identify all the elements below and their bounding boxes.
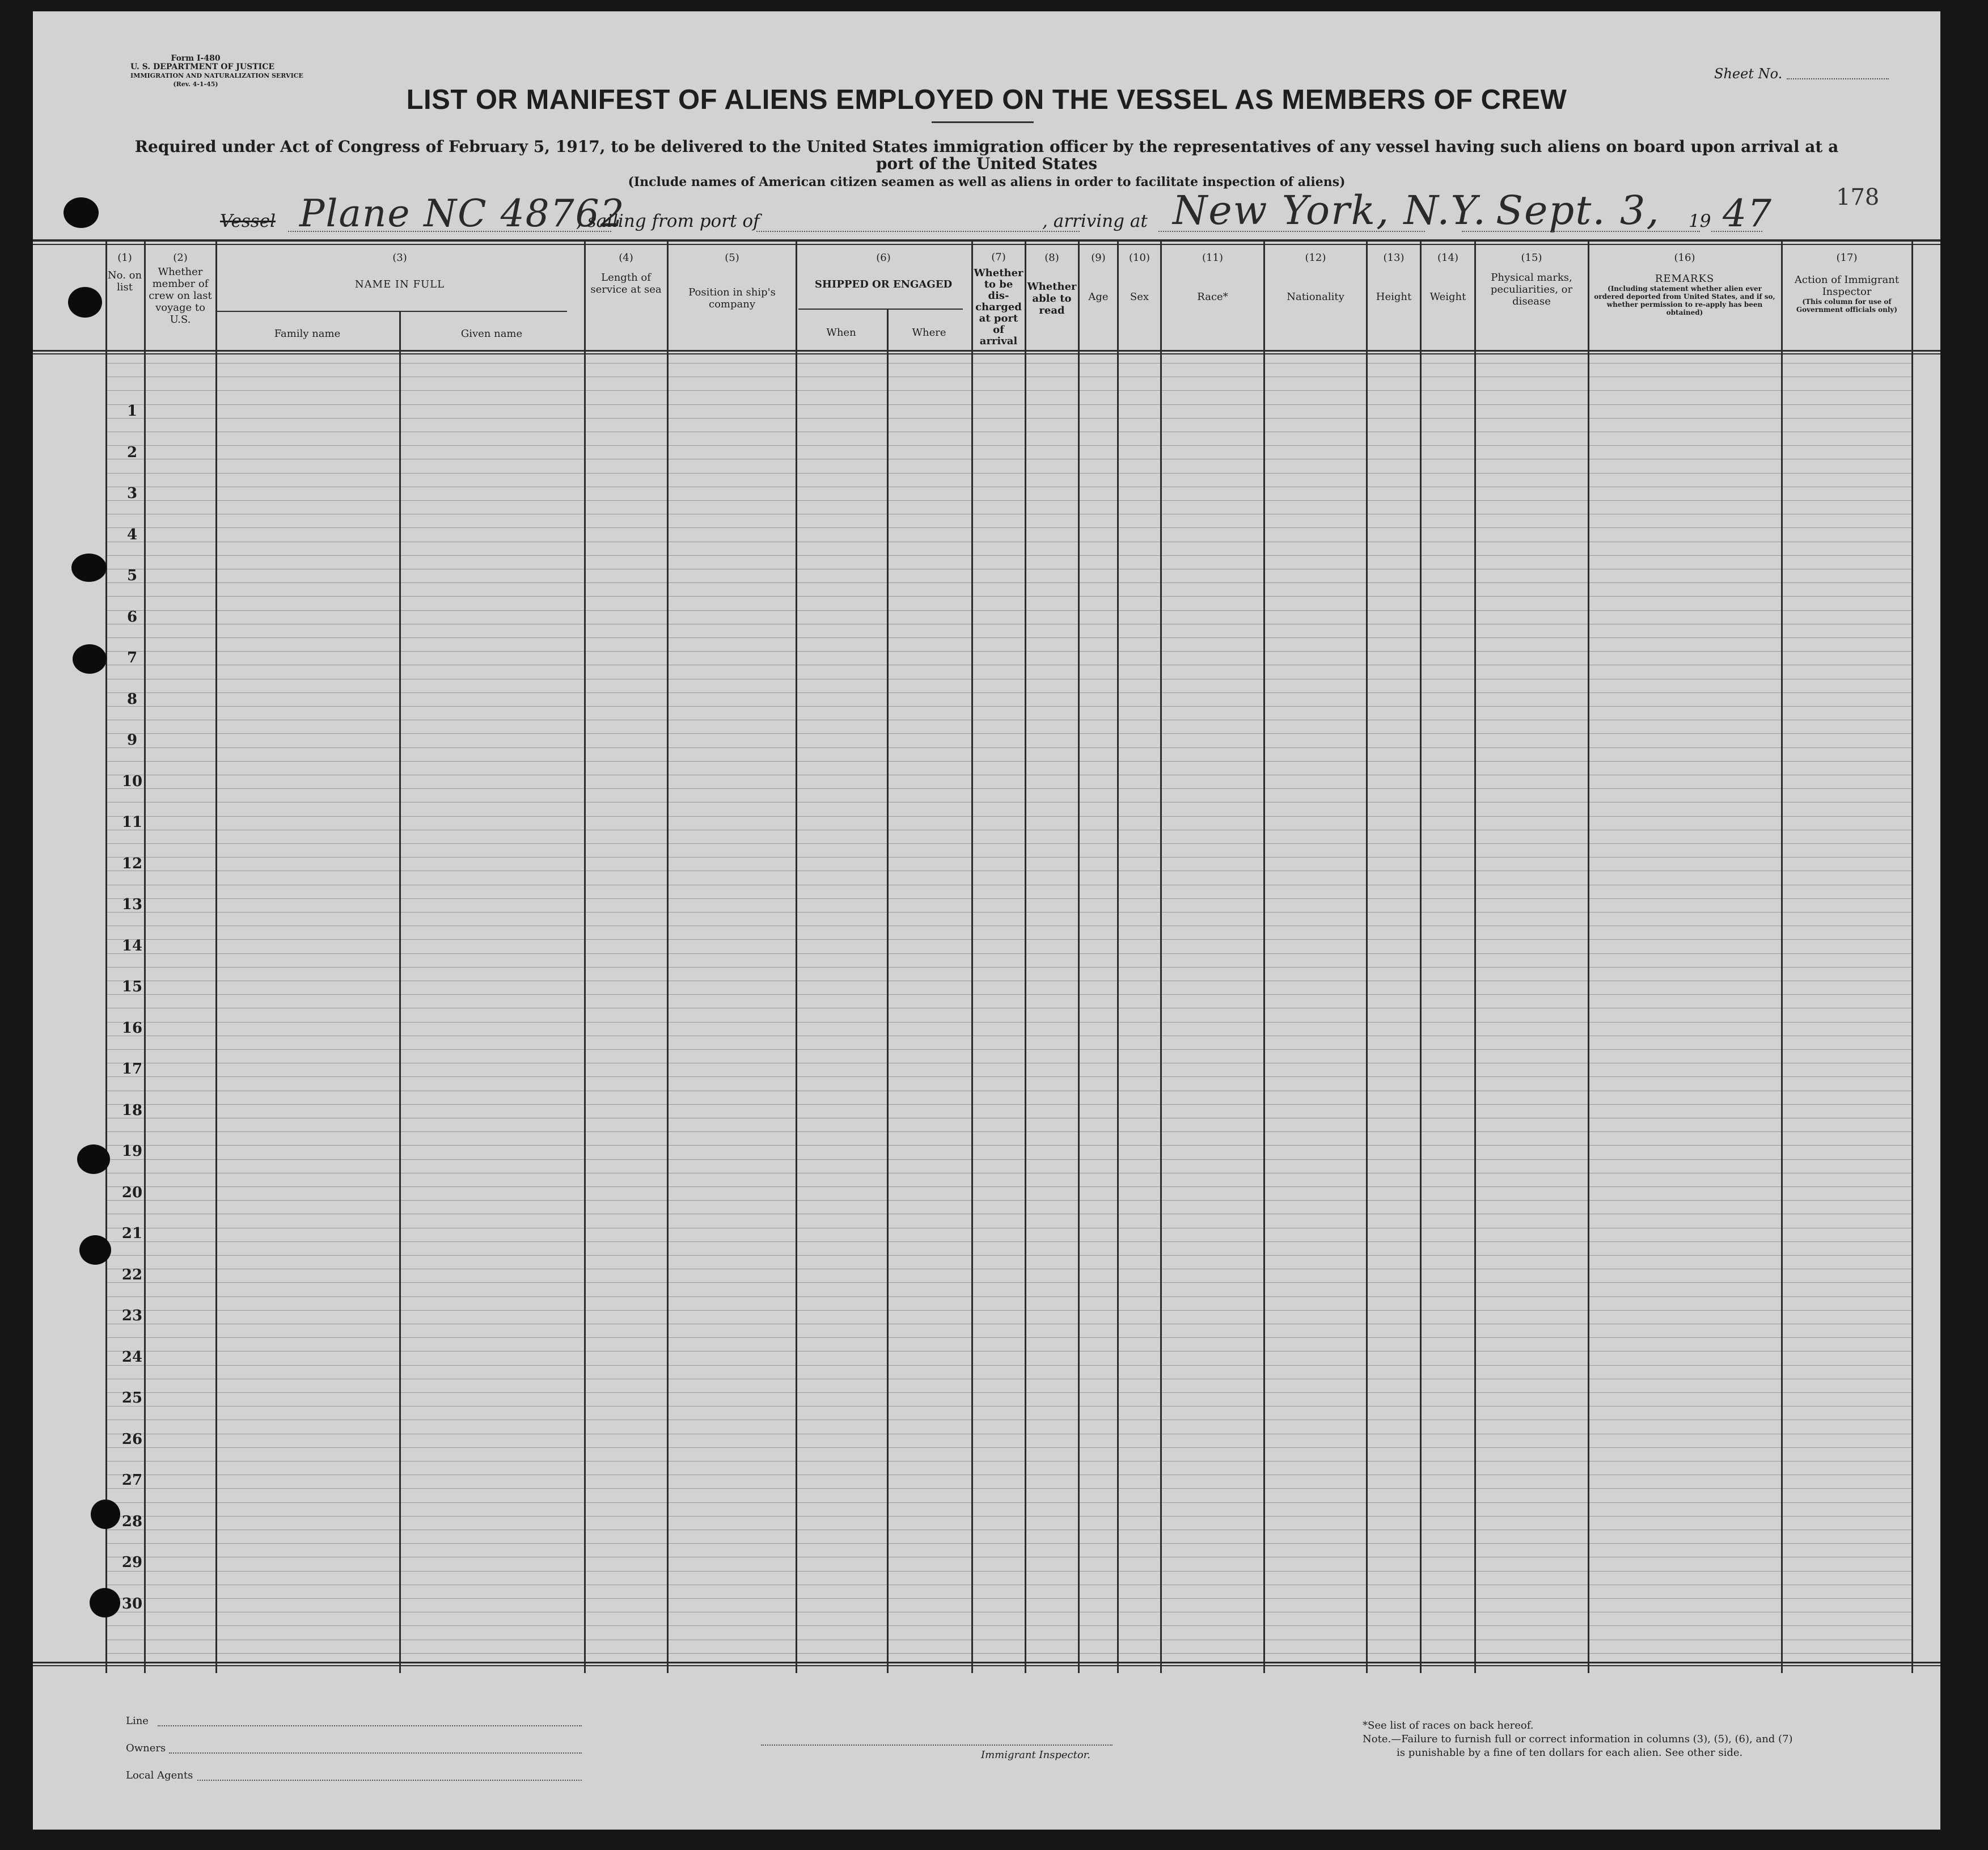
col2-header [146, 252, 214, 326]
col-rule-16 [1588, 239, 1589, 1673]
title-rule [932, 121, 1034, 123]
table-bottom-rule-inner [33, 1665, 1940, 1666]
col15-number: (15) [1521, 252, 1542, 264]
col1-header [105, 252, 144, 293]
col-rule-4 [584, 239, 586, 1673]
col17-header [1785, 252, 1909, 314]
note-line2: is punishable by a fine of ten dollars for each alien. See other side. [1397, 1747, 1743, 1759]
ruled-line [105, 1571, 1913, 1572]
row-number: 6 [126, 608, 138, 626]
col5-label: Position in ship's company [688, 286, 776, 310]
col-rule-17 [1781, 239, 1783, 1673]
row-number: 13 [121, 896, 143, 913]
ruled-line [105, 1104, 1913, 1105]
binder-hole [77, 1144, 110, 1174]
note-line1: Note.—Failure to furnish full or correct information in columns (3), (5), (6), and (7) [1363, 1733, 1793, 1745]
row-number: 22 [121, 1266, 143, 1283]
row-number: 20 [121, 1184, 143, 1201]
col3-label: NAME IN FULL [354, 278, 445, 290]
ruled-line [105, 1186, 1913, 1187]
year-prefix: 19 [1689, 211, 1711, 231]
row-number: 23 [121, 1307, 143, 1324]
col-rule-14 [1420, 239, 1422, 1673]
col6-header [796, 252, 971, 290]
col6-where: Where [912, 327, 946, 339]
row-number: 28 [121, 1513, 143, 1530]
col16-label: REMARKS [1655, 273, 1715, 285]
row-number: 19 [121, 1143, 143, 1160]
ruled-line [105, 500, 1913, 501]
binder-hole [90, 1588, 120, 1617]
ruled-line [105, 1502, 1913, 1503]
header-bottom-rule-inner [33, 353, 1940, 354]
ruled-line [105, 1392, 1913, 1393]
binder-hole [68, 287, 102, 318]
manifest-sheet [33, 11, 1940, 1830]
ruled-line [105, 816, 1913, 817]
owners-label: Owners [126, 1742, 166, 1754]
ruled-line [105, 1255, 1913, 1256]
ruled-line [105, 1296, 1913, 1297]
col1-label: No. on list [107, 269, 142, 293]
ruled-line [105, 582, 1913, 583]
col7-header [973, 252, 1024, 347]
ruled-line [105, 994, 1913, 995]
ruled-line [105, 1625, 1913, 1626]
row-number: 21 [121, 1225, 143, 1242]
ruled-line [105, 953, 1913, 954]
row-number: 1 [126, 403, 138, 420]
col12-label: Nationality [1287, 291, 1344, 303]
row-number: 8 [126, 690, 138, 708]
ruled-line [105, 857, 1913, 858]
ruled-line [105, 1049, 1913, 1050]
vessel-value[interactable]: Plane NC 48762 [299, 192, 625, 235]
col8-label: Whether able to read [1027, 281, 1077, 316]
ruled-line [105, 1022, 1913, 1023]
line-label: Line [126, 1715, 149, 1727]
ruled-line [105, 761, 1913, 762]
ruled-line [105, 363, 1913, 364]
col8-number: (8) [1044, 252, 1059, 264]
binder-hole [73, 644, 107, 674]
row-number: 25 [121, 1389, 143, 1406]
row-number: 16 [121, 1019, 143, 1037]
row-number: 2 [126, 444, 138, 461]
ruled-line [105, 1337, 1913, 1338]
col9-number: (9) [1091, 252, 1106, 264]
owners-field[interactable] [169, 1752, 582, 1754]
col2-label: Whether member of crew on last voyage to U.S. [149, 266, 212, 326]
ruled-line [105, 651, 1913, 652]
row-number: 26 [121, 1430, 143, 1448]
binder-hole [71, 554, 107, 582]
local-agents-label: Local Agents [126, 1769, 193, 1781]
col-rule-9 [1078, 239, 1080, 1673]
ruled-line [105, 555, 1913, 556]
race-note: *See list of races on back hereof. [1363, 1720, 1534, 1731]
vessel-field-line [288, 231, 611, 232]
row-number: 18 [121, 1101, 143, 1119]
col10-number: (10) [1129, 252, 1150, 264]
col13-number: (13) [1383, 252, 1405, 264]
col10-header [1119, 252, 1160, 303]
row-number: 5 [126, 567, 138, 584]
row-number: 27 [121, 1472, 143, 1489]
row-number: 12 [121, 855, 143, 872]
col16-header [1593, 252, 1776, 316]
col4-header [586, 252, 666, 295]
arrival-date-value[interactable]: Sept. 3, [1496, 187, 1660, 234]
col17-note: (This column for use of Government officials only) [1796, 298, 1898, 314]
line-field[interactable] [158, 1725, 582, 1726]
ruled-line [105, 1145, 1913, 1146]
inspector-label: Immigrant Inspector. [981, 1749, 1091, 1761]
col-rule-13 [1366, 239, 1368, 1673]
local-agents-field[interactable] [197, 1780, 582, 1781]
col2-number: (2) [173, 252, 188, 264]
col5-number: (5) [725, 252, 739, 264]
col13-label: Height [1376, 291, 1412, 303]
name-subheader-rule [215, 311, 567, 312]
col7-label: Whether to be dis-charged at port of arrival [974, 267, 1023, 347]
col15-label: Physical marks, peculiarities, or disease [1490, 272, 1573, 307]
ruled-line [105, 390, 1913, 391]
ruled-line [105, 610, 1913, 611]
ruled-line [105, 1310, 1913, 1311]
ruled-line [105, 788, 1913, 789]
ruled-line [105, 1598, 1913, 1599]
form-revision: (Rev. 4-1-45) [173, 81, 218, 88]
col14-number: (14) [1437, 252, 1458, 264]
ruled-line [105, 939, 1913, 940]
col12-number: (12) [1305, 252, 1326, 264]
col17-label: Action of Immigrant Inspector [1794, 274, 1900, 298]
col3-number: (3) [392, 252, 407, 264]
ruled-line [105, 1447, 1913, 1448]
ruled-line [105, 967, 1913, 968]
binder-hole [64, 197, 99, 228]
row-number: 30 [121, 1595, 143, 1612]
col6-when: When [826, 327, 856, 339]
ruled-line [105, 1461, 1913, 1462]
col9-label: Age [1088, 291, 1109, 303]
ruled-line [105, 706, 1913, 707]
col4-number: (4) [619, 252, 633, 264]
ruled-line [105, 1076, 1913, 1077]
row-number: 7 [126, 649, 138, 666]
ruled-line [105, 473, 1913, 474]
binder-hole [91, 1500, 120, 1529]
col-rule-7 [971, 239, 973, 1673]
table-bottom-rule [33, 1662, 1940, 1663]
arriving-label: , arriving at [1042, 211, 1148, 231]
col3-family-name: Family name [274, 328, 341, 340]
row-number: 11 [121, 814, 143, 831]
col-rule-3b [399, 311, 401, 1673]
col-rule-5 [667, 239, 669, 1673]
ruled-line [105, 843, 1913, 844]
ruled-line [105, 1200, 1913, 1201]
col13-header [1368, 252, 1420, 303]
col16-number: (16) [1674, 252, 1695, 264]
col-rule-15 [1474, 239, 1476, 1673]
sheet-number-field[interactable] [1787, 78, 1889, 79]
ruled-line [105, 912, 1913, 913]
arriving-field-line [1158, 231, 1425, 232]
department-name: U. S. DEPARTMENT OF JUSTICE [130, 62, 275, 71]
col-rule-1 [105, 239, 107, 1673]
form-identification [130, 54, 303, 88]
col3-given-name: Given name [460, 328, 523, 340]
ruled-line [105, 445, 1913, 446]
ruled-line [105, 418, 1913, 419]
ruled-line [105, 1543, 1913, 1544]
row-number: 29 [121, 1554, 143, 1571]
col16-note: (Including statement whether alien ever ordered deported from United States, and if so, whether permission to re-apply has been obtained) [1594, 285, 1775, 316]
row-number: 10 [121, 772, 143, 790]
col15-header [1479, 252, 1584, 307]
col14-label: Weight [1429, 291, 1466, 303]
row-number: 15 [121, 978, 143, 995]
ruled-line [105, 733, 1913, 734]
col12-header [1265, 252, 1366, 303]
col11-header [1162, 252, 1263, 303]
col9-header [1080, 252, 1117, 303]
col-rule-3 [215, 239, 217, 1673]
ruled-line [105, 1131, 1913, 1132]
ruled-line [105, 1365, 1913, 1366]
col1-number: (1) [117, 252, 132, 264]
col14-header [1422, 252, 1474, 303]
col5-header [669, 252, 795, 310]
shipped-subheader-rule [798, 309, 963, 310]
service-name: IMMIGRATION AND NATURALIZATION SERVICE [130, 72, 303, 79]
subtitle-line1: Required under Act of Congress of February 5, 1917, to be delivered to the United States immigration officer by the representatives of any vessel having such aliens on board upon arrival at a [134, 137, 1839, 156]
ruled-line [105, 527, 1913, 528]
sailing-port-field[interactable] [756, 231, 1080, 232]
col11-label: Race* [1197, 291, 1228, 303]
col6-label: SHIPPED OR ENGAGED [814, 278, 953, 290]
col6-number: (6) [876, 252, 891, 264]
col-rule-6 [796, 239, 797, 1673]
ruled-line [105, 1282, 1913, 1283]
date-field-line [1462, 231, 1700, 232]
ruled-line [105, 747, 1913, 748]
page-title: LIST OR MANIFEST OF ALIENS EMPLOYED ON THE VESSEL AS MEMBERS OF CREW [406, 85, 1567, 115]
col7-number: (7) [991, 251, 1006, 263]
col8-header [1026, 252, 1077, 316]
year-value[interactable]: 47 [1723, 192, 1773, 235]
binder-hole [79, 1235, 111, 1265]
col-rule-10 [1117, 239, 1119, 1673]
col-rule-18 [1911, 239, 1913, 1673]
sheet-number-label: Sheet No. [1714, 66, 1783, 82]
row-number: 9 [126, 732, 138, 749]
header-bottom-rule [33, 350, 1940, 352]
col11-number: (11) [1202, 252, 1223, 264]
col3-header [215, 252, 584, 290]
subtitle-line2: port of the United States [875, 154, 1098, 173]
ruled-line [105, 1653, 1913, 1654]
ruled-line [105, 404, 1913, 405]
inspector-signature-field[interactable] [761, 1745, 1113, 1746]
col-rule-12 [1263, 239, 1265, 1673]
ruled-line [105, 637, 1913, 638]
col-rule-11 [1160, 239, 1162, 1673]
include-note: (Include names of American citizen seamen as well as aliens in order to facilitate inspection of aliens) [628, 175, 1346, 189]
col4-label: Length of service at sea [590, 272, 662, 295]
stamp-number: 178 [1836, 184, 1880, 210]
vessel-label: Vessel [220, 211, 276, 231]
ruled-line [105, 1159, 1913, 1160]
ruled-line [105, 1488, 1913, 1489]
ruled-line [105, 1241, 1913, 1242]
form-number: Form I-480 [171, 54, 221, 63]
row-number: 17 [121, 1061, 143, 1078]
table-top-rule [33, 239, 1940, 242]
col-rule-8 [1025, 239, 1026, 1673]
col10-label: Sex [1130, 291, 1149, 303]
row-number: 24 [121, 1348, 143, 1366]
table-top-rule-inner [33, 244, 1940, 245]
col17-number: (17) [1836, 252, 1858, 264]
col-rule-6b [887, 309, 889, 1673]
ruled-line [105, 596, 1913, 597]
arriving-value[interactable]: New York, N.Y. [1173, 187, 1487, 234]
year-field-line [1711, 231, 1762, 232]
ruled-line [105, 692, 1913, 693]
sailing-label: , sailing from port of [576, 211, 760, 231]
row-number: 3 [126, 485, 138, 502]
ruled-line [105, 898, 1913, 899]
row-number: 14 [121, 937, 143, 954]
ruled-line [105, 1516, 1913, 1517]
row-number: 4 [126, 526, 138, 543]
